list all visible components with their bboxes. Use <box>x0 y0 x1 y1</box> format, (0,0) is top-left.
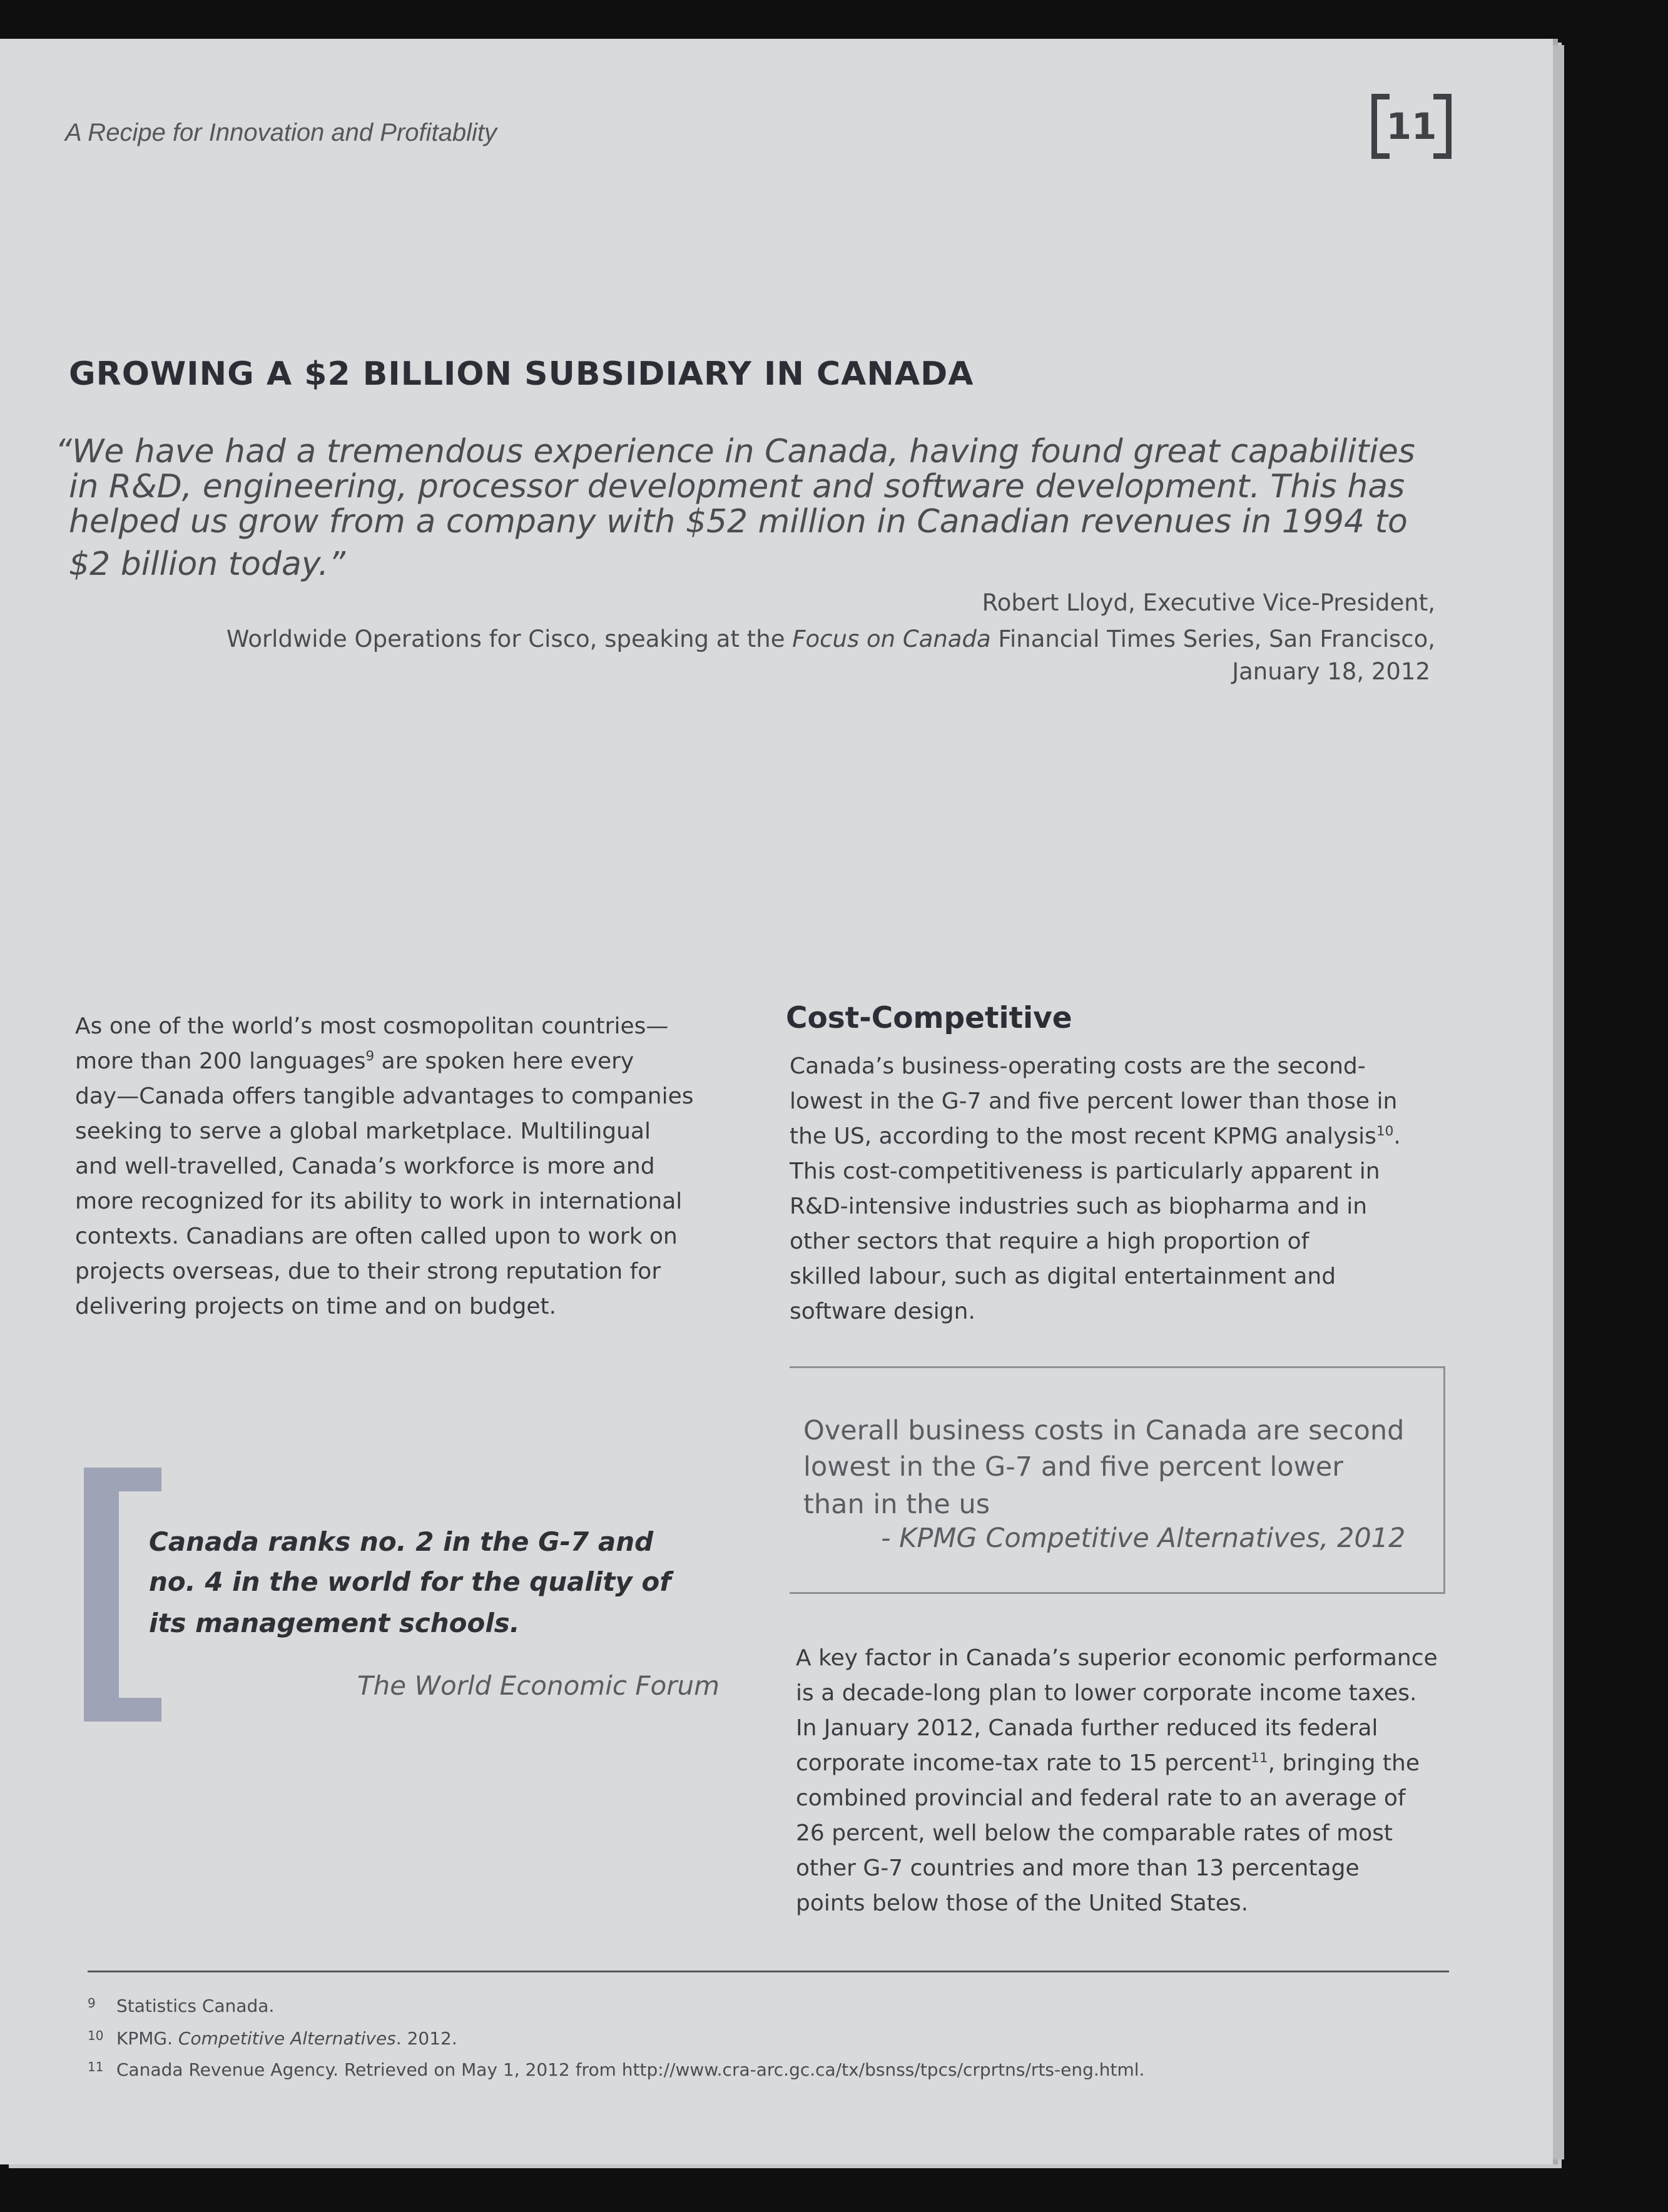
section-subhead: Cost-Competitive <box>786 1001 1072 1035</box>
quote-attribution: Worldwide Operations for Cisco, speaking at the Focus on Canada Financial Times Series, San Francisco, <box>226 626 1435 652</box>
body-line: A key factor in Canada’s superior economic performance <box>796 1645 1438 1671</box>
body-line: Canada’s business-operating costs are the second- <box>790 1053 1366 1079</box>
callout-line: than in the us <box>803 1489 990 1520</box>
body-line: more recognized for its ability to work in international <box>75 1189 683 1214</box>
body-line: is a decade-long plan to lower corporate income taxes. <box>796 1680 1417 1706</box>
footnote: 11 Canada Revenue Agency. Retrieved on May 1, 2012 from http://www.cra-arc.gc.ca/tx/bsnss/tpcs/crprtns/rts-eng.html. <box>88 2059 1145 2080</box>
body-line: projects overseas, due to their strong reputation for <box>75 1259 661 1284</box>
body-line: skilled labour, such as digital entertainment and <box>790 1264 1336 1289</box>
body-line: other G-7 countries and more than 13 percentage <box>796 1855 1360 1881</box>
footnote: 9 Statistics Canada. <box>88 1996 275 2016</box>
pull-quote-line: no. 4 in the world for the quality of <box>149 1566 671 1597</box>
body-line: the US, according to the most recent KPMG analysis$^{10}$. <box>790 1124 1401 1149</box>
quote-line: $2 billion today.” <box>69 545 346 583</box>
bracket-bottom <box>84 1698 161 1722</box>
body-line: software design. <box>790 1299 975 1324</box>
quote-line: helped us grow from a company with $52 million in Canadian revenues in 1994 to <box>69 503 1408 540</box>
footnote-rule <box>88 1971 1449 1972</box>
body-line: points below those of the United States. <box>796 1890 1249 1916</box>
body-line: seeking to serve a global marketplace. Multilingual <box>75 1119 651 1144</box>
page-edge <box>1553 45 1564 2159</box>
quote-line: in R&D, engineering, processor development and software development. This has <box>69 468 1405 505</box>
pull-quote-line: its management schools. <box>149 1608 520 1638</box>
callout-line: Overall business costs in Canada are second <box>803 1415 1405 1446</box>
running-title: A Recipe for Innovation and Profitablity <box>65 119 497 146</box>
quote-attribution: Robert Lloyd, Executive Vice-President, <box>982 589 1435 616</box>
footnote: 10 KPMG. Competitive Alternatives. 2012. <box>88 2028 457 2049</box>
page-number: 11 <box>1371 94 1452 159</box>
body-line: day—Canada offers tangible advantages to companies <box>75 1083 694 1109</box>
body-line: lowest in the G-7 and five percent lower than those in <box>790 1088 1398 1114</box>
body-line: and well-travelled, Canada’s workforce is more and <box>75 1154 655 1179</box>
bracket-stem <box>84 1468 119 1722</box>
body-line: In January 2012, Canada further reduced its federal <box>796 1715 1378 1741</box>
body-line: 26 percent, well below the comparable rates of most <box>796 1820 1393 1846</box>
body-line: delivering projects on time and on budget. <box>75 1294 557 1319</box>
body-line: This cost-competitiveness is particularly apparent in <box>790 1159 1380 1184</box>
body-line: combined provincial and federal rate to an average of <box>796 1785 1406 1811</box>
callout-line: lowest in the G-7 and five percent lower <box>803 1451 1343 1483</box>
body-line: more than 200 languages$^9$ are spoken here every <box>75 1048 634 1074</box>
feature-headline: GROWING A $2 BILLION SUBSIDIARY IN CANADA <box>69 355 974 393</box>
callout-source: - KPMG Competitive Alternatives, 2012 <box>881 1523 1406 1554</box>
pull-quote-source: The World Economic Forum <box>357 1670 720 1701</box>
body-line: As one of the world’s most cosmopolitan countries— <box>75 1013 669 1039</box>
body-line: other sectors that require a high proportion of <box>790 1229 1309 1254</box>
body-line: R&D-intensive industries such as biopharma and in <box>790 1194 1368 1219</box>
body-line: corporate income-tax rate to 15 percent$^{11}$, bringing the <box>796 1750 1420 1776</box>
quote-date: January 18, 2012 <box>1232 658 1430 685</box>
body-line: contexts. Canadians are often called upon to work on <box>75 1224 678 1249</box>
pull-quote-line: Canada ranks no. 2 in the G-7 and <box>149 1526 654 1557</box>
quote-line: “We have had a tremendous experience in Canada, having found great capabilities <box>55 433 1415 470</box>
